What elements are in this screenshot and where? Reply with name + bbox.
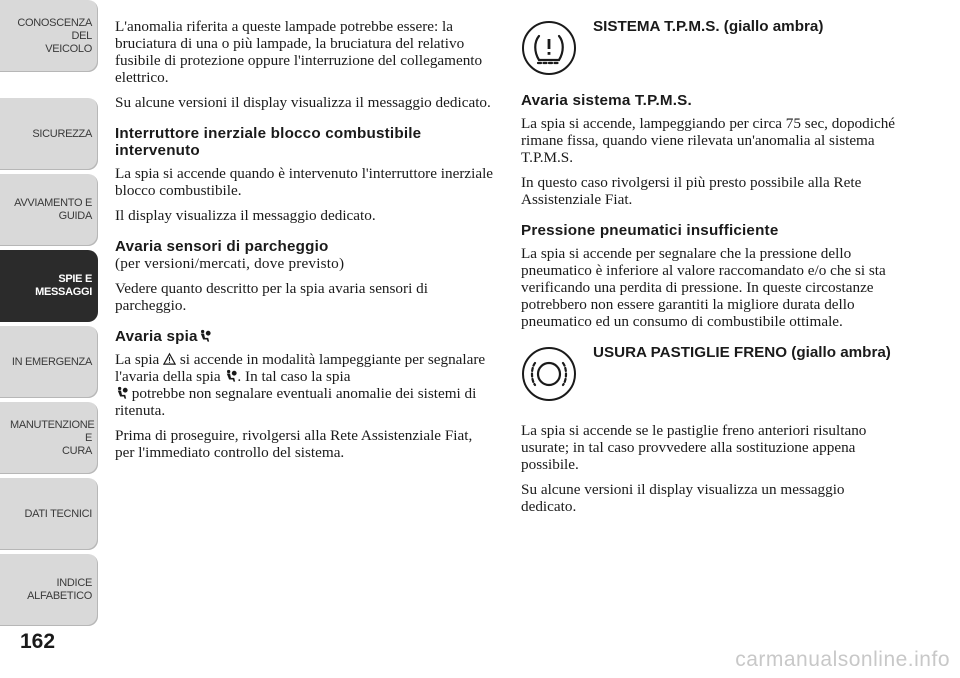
- sidebar: [0, 0, 100, 640]
- heading-parking-sensors: Avaria sensori di parcheggio (per versioni/mercati, dove previsto): [115, 238, 495, 272]
- left-column: [115, 18, 495, 469]
- heading-tire-pressure: Pressione pneumatici insufficiente: [521, 222, 779, 239]
- page-number: 162: [20, 630, 56, 653]
- heading-tpms-fault: Avaria sistema T.P.M.S.: [521, 92, 692, 109]
- paragraph: L'anomalia riferita a queste lampade potrebbe essere: la bruciatura di una o più lampade, la bruciatura del relativo fusibile di protezione oppure l'interruzione del collegamento elettrico.: [115, 18, 483, 86]
- tab-dati-tecnici[interactable]: DATI TECNICI: [0, 478, 98, 550]
- tab-avviamento-e-guida[interactable]: AVVIAMENTO E GUIDA: [0, 174, 98, 246]
- tab-manutenzione-e-cura[interactable]: MANUTENZIONE E CURA: [0, 402, 98, 474]
- heading-inertial-switch: Interruttore inerziale blocco combustibile intervenuto: [115, 125, 422, 159]
- tab-indice-alfabetico[interactable]: INDICE ALFABETICO: [0, 554, 98, 626]
- paragraph: Vedere quanto descritto per la spia avaria sensori di parcheggio.: [115, 280, 428, 314]
- tpms-section: [521, 18, 901, 76]
- brake-pads-title: USURA PASTIGLIE FRENO (giallo ambra): [593, 344, 891, 361]
- airbag-seat-icon: [198, 329, 211, 343]
- paragraph: La spia si accende quando è intervenuto l'interruttore inerziale blocco combustibile.: [115, 165, 494, 199]
- heading-parking-sub: (per versioni/mercati, dove previsto): [115, 255, 345, 272]
- brake-pads-icon: [521, 346, 577, 402]
- paragraph: La spia si accende per segnalare che la pressione dello pneumatico è inferiore al valore raccomandato e/o che si sta verificando una perdita di pressione. In queste circostanze potrebbero non essere garantiti la migliore durata dello pneumatico ed un consumo di combustibile ottimale.: [521, 245, 886, 330]
- paragraph: Su alcune versioni il display visualizza il messaggio dedicato.: [115, 94, 491, 111]
- airbag-seat-icon: [224, 369, 237, 383]
- brake-pads-section: [521, 344, 901, 402]
- tab-conoscenza-del-veicolo[interactable]: CONOSCENZA DEL VEICOLO: [0, 0, 98, 72]
- heading-airbag-fault: Avaria spia: [115, 328, 495, 345]
- paragraph: La spia si accende, lampeggiando per circa 75 sec, dopodiché rimane fissa, quando viene rilevata un'anomalia al sistema T.P.M.S.: [521, 115, 896, 166]
- paragraph-airbag: La spia si accende in modalità lampeggiante per segnalare l'avaria della spia . In tal caso la spia potrebbe non segnalare eventuali anomalie dei sistemi di ritenuta.: [115, 351, 486, 419]
- tpms-title: SISTEMA T.P.M.S. (giallo ambra): [593, 18, 824, 35]
- paragraph: In questo caso rivolgersi il più presto possibile alla Rete Assistenziale Fiat.: [521, 174, 862, 208]
- tab-in-emergenza[interactable]: IN EMERGENZA: [0, 326, 98, 398]
- tab-sicurezza[interactable]: SICUREZZA: [0, 98, 98, 170]
- warning-triangle-icon: [163, 352, 176, 366]
- right-column: [521, 18, 901, 523]
- airbag-seat-icon: [115, 386, 128, 400]
- paragraph: Prima di proseguire, rivolgersi alla Rete Assistenziale Fiat, per l'immediato controllo del sistema.: [115, 427, 473, 461]
- paragraph: La spia si accende se le pastiglie freno anteriori risultano usurate; in tal caso provvedere alla sostituzione appena possibile.: [521, 422, 867, 473]
- watermark: carmanualsonline.info: [735, 648, 950, 671]
- tpms-tire-icon: [521, 20, 577, 76]
- paragraph: Il display visualizza il messaggio dedicato.: [115, 207, 376, 224]
- paragraph: Su alcune versioni il display visualizza un messaggio dedicato.: [521, 481, 845, 515]
- tab-spie-e-messaggi[interactable]: SPIE E MESSAGGI: [0, 250, 98, 322]
